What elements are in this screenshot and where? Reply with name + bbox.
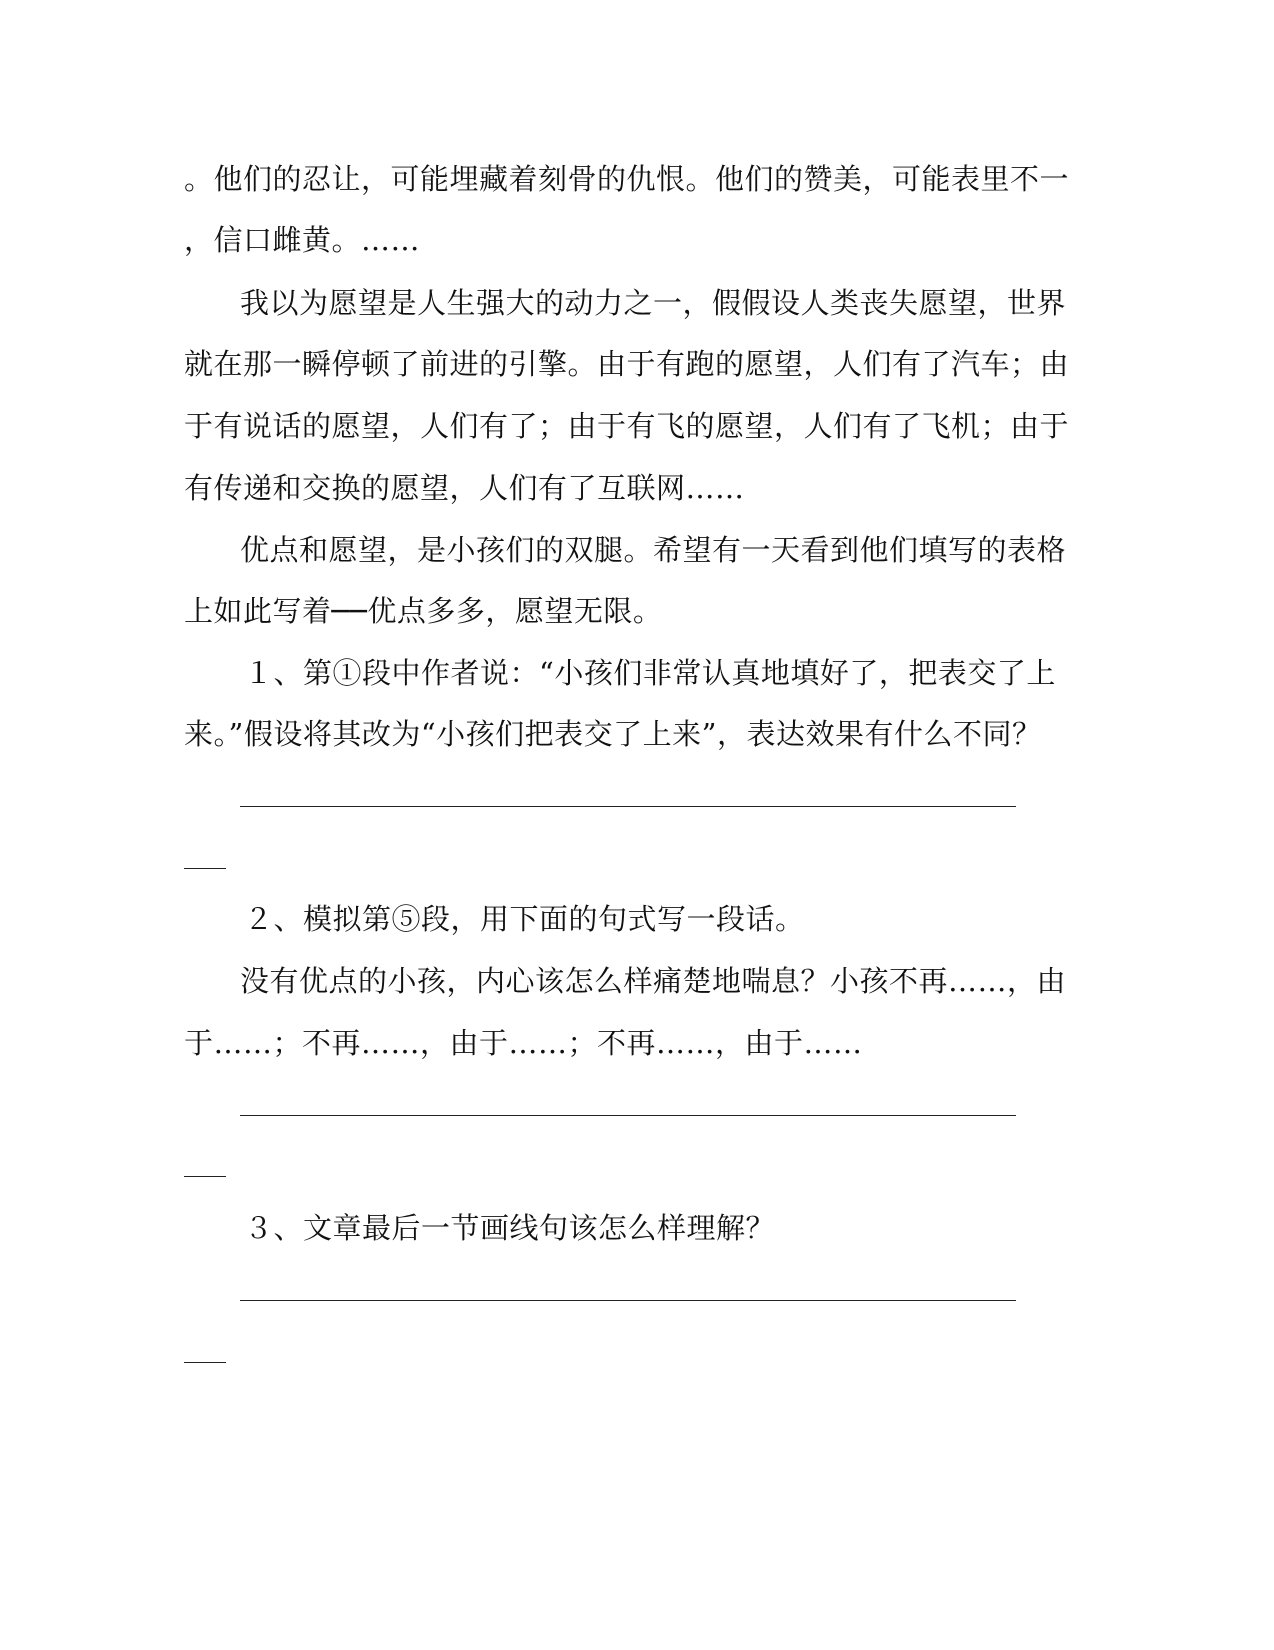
answer-blank-line-end	[184, 1362, 226, 1363]
text-line: 有传递和交换的愿望，人们有了互联网……	[184, 471, 745, 505]
text-line: 上如此写着──优点多多，愿望无限。	[184, 594, 663, 628]
question-1-line: 来。”假设将其改为“小孩们把表交了上来”，表达效果有什么不同？	[184, 717, 1042, 751]
answer-blank-line	[240, 1300, 1016, 1301]
paragraph-start-line: 优点和愿望，是小孩们的双腿。希望有一天看到他们填写的表格	[240, 533, 1067, 567]
paragraph-start-line: 我以为愿望是人生强大的动力之一，假假设人类丧失愿望，世界	[240, 286, 1067, 320]
answer-blank-line	[240, 1115, 1016, 1116]
question-3-line: ３、文章最后一节画线句该怎么样理解？	[244, 1211, 776, 1245]
text-line: ，信口雌黄。……	[184, 223, 421, 257]
answer-blank-line-end	[184, 868, 226, 869]
paragraph-start-line: 没有优点的小孩，内心该怎么样痛楚地喘息？小孩不再……，由	[240, 964, 1067, 998]
answer-blank-line	[240, 806, 1016, 807]
question-2-line: ２、模拟第⑤段，用下面的句式写一段话。	[244, 902, 805, 936]
answer-blank-line-end	[184, 1176, 226, 1177]
question-1-line: １、第①段中作者说：“小孩们非常认真地填好了，把表交了上	[244, 656, 1056, 690]
text-line: 就在那一瞬停顿了前进的引擎。由于有跑的愿望，人们有了汽车；由	[184, 347, 1070, 381]
text-line: 。他们的忍让，可能埋藏着刻骨的仇恨。他们的赞美，可能表里不一	[184, 162, 1070, 196]
text-line: 于有说话的愿望，人们有了；由于有飞的愿望，人们有了飞机；由于	[184, 409, 1070, 443]
text-line: 于……；不再……，由于……；不再……，由于……	[184, 1026, 863, 1060]
